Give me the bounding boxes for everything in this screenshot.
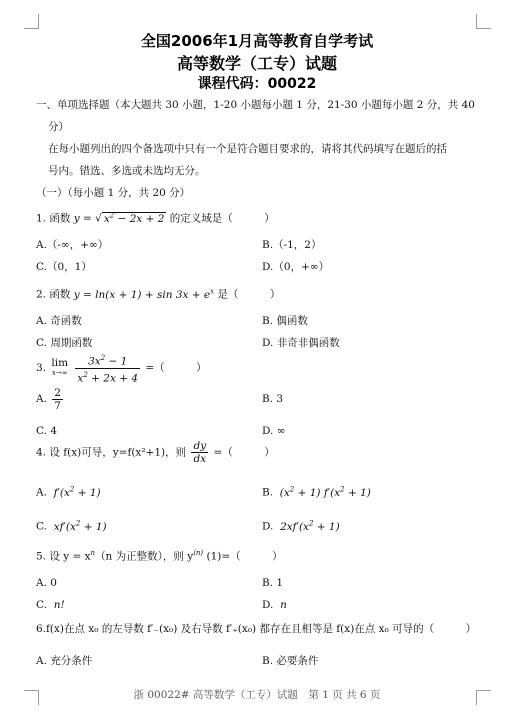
formula: $f'(x^2 + 1)$ [53, 485, 101, 499]
formula: n! [53, 599, 65, 611]
formula: $2xf'(x^2 + 1)$ [280, 519, 340, 533]
exponent: n [90, 549, 96, 557]
section-heading: 一、单项选择题（本大题共 30 小题，1-20 小题每小题 1 分，21-30 小题每小题 2 分，共 40 [36, 99, 475, 111]
option-1a: A.（-∞，+∞） [36, 239, 109, 251]
exponent: (n) [193, 549, 204, 557]
option-4b: B. $(x^2 + 1) f'(x^2 + 1)$ [262, 485, 371, 499]
option-2d: D. 非奇非偶函数 [262, 337, 340, 349]
question-1: 1. 函数 y = √ $x^2 - 2x + 2$ 的定义域是（ ） [36, 211, 275, 225]
option-6a: A. 充分条件 [36, 655, 93, 667]
limit-symbol: lim x→∞ [51, 357, 69, 377]
fraction: $\frac{2}{7}$ [54, 386, 61, 412]
option-2c: C. 周期函数 [36, 337, 93, 349]
question-2: 2. 函数 $y = \ln(x + 1) + \sin 3x + e^x$ 是（ ） [36, 287, 281, 301]
question-4: 4. 设 f(x)可导，y=f(x²+1)，则 $\frac{dy}{dx}$ =（ ） [36, 440, 275, 465]
crop-mark-top-left [24, 14, 39, 29]
exam-title: 全国2006年1月高等教育自学考试 [140, 32, 374, 50]
option-3d: D. ∞ [262, 425, 286, 437]
option-4a: A. $f'(x^2 + 1)$ [36, 485, 101, 499]
option-3b: B. 3 [262, 393, 284, 405]
option-3c: C. 4 [36, 425, 58, 437]
subsection-heading: （一）（每小题 1 分，共 20 分） [36, 187, 191, 199]
crop-mark-top-right [476, 14, 491, 29]
course-code: 课程代码：00022 [197, 76, 317, 92]
question-6: 6.f(x)在点 x₀ 的左导数 f′₋(x₀) 及右导数 f′₊(x₀) 都存在且相等是 f(x)在点 x₀ 可导的（ ） [36, 623, 477, 635]
option-1c: C.（0，1） [36, 261, 92, 273]
option-5c: C. n! [36, 599, 65, 611]
question-number: 5. [36, 550, 47, 563]
option-3a: A. $\frac{2}{7}$ [36, 386, 61, 412]
option-6b: B. 必要条件 [262, 655, 319, 667]
question-number: 3. [36, 362, 47, 374]
formula: y = √ $x^2 - 2x + 2$ [73, 211, 165, 225]
option-2b: B. 偶函数 [262, 315, 308, 327]
question-number: 4. [36, 446, 47, 459]
formula: $(x^2 + 1) f'(x^2 + 1)$ [279, 485, 371, 499]
section-instruction: 在每小题列出的四个备选项中只有一个是符合题目要求的，请将其代码填写在题后的括 [48, 143, 447, 155]
formula: $xf'(x^2 + 1)$ [53, 519, 107, 533]
formula: $\frac{3x^2 - 1}{x^2 + 2x + 4}$ [77, 354, 139, 384]
option-1d: D.（0，+∞） [262, 261, 330, 273]
formula: n [280, 599, 287, 611]
option-4c: C. $xf'(x^2 + 1)$ [36, 519, 107, 533]
option-5a: A. 0 [36, 577, 57, 589]
option-5d: D. n [262, 599, 287, 611]
section-heading-cont: 分） [48, 121, 69, 133]
question-number: 2. [36, 288, 47, 301]
exam-subject: 高等数学（工专）试题 [176, 54, 337, 73]
question-number: 6. [36, 623, 47, 635]
option-4d: D. $2xf'(x^2 + 1)$ [262, 519, 340, 533]
section-instruction-cont: 号内。错选、多选或未选均无分。 [48, 165, 206, 177]
question-3: 3. lim x→∞ $\frac{3x^2 - 1}{x^2 + 2x + 4}$ =（ ） [36, 354, 207, 384]
derivative-fraction: $\frac{dy}{dx}$ [193, 440, 207, 465]
option-5b: B. 1 [262, 577, 284, 589]
option-2a: A. 奇函数 [36, 315, 82, 327]
question-number: 1. [36, 212, 47, 225]
option-1b: B.（-1，2） [262, 239, 322, 251]
formula: $y = \ln(x + 1) + \sin 3x + e^x$ [73, 287, 215, 301]
page-footer: 浙 00022# 高等数学（工专）试题 第 1 页 共 6 页 [133, 689, 381, 701]
question-5: 5. 设 $y = x^n(n$ 为正整数），则 $y^{(n)}$ (1)=（ ） [36, 549, 283, 563]
